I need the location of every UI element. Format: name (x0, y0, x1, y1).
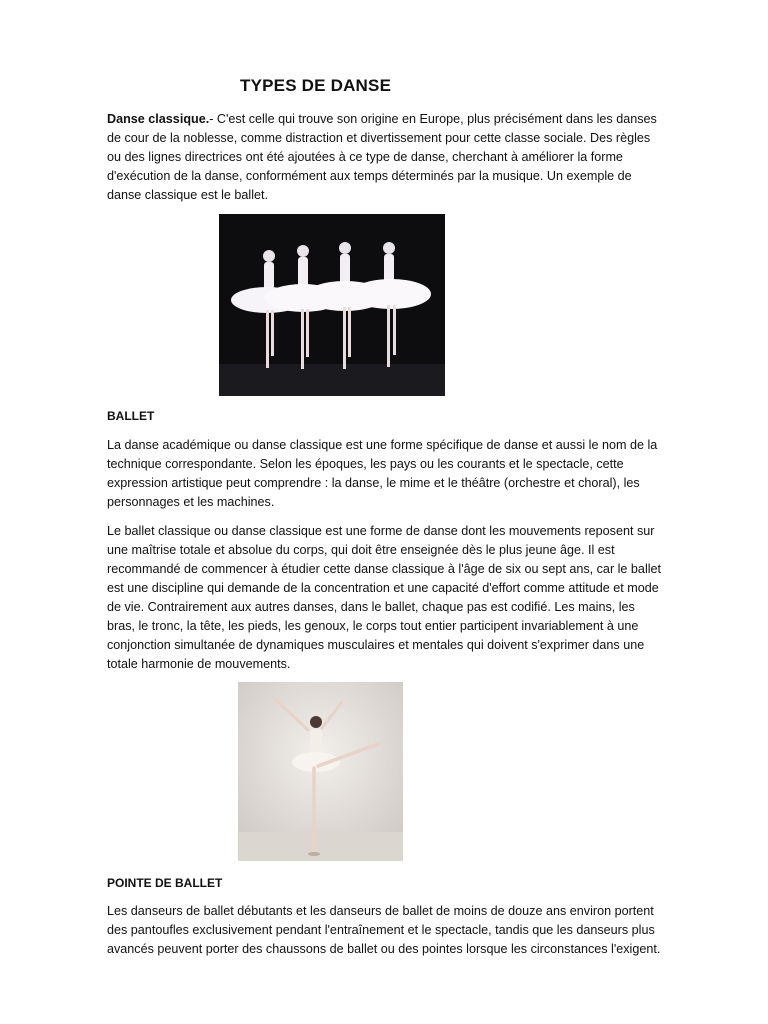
intro-lead-term: Danse classique. (107, 112, 210, 126)
heading-ballet: BALLET (107, 409, 155, 423)
ballerina-arabesque-photo (238, 682, 403, 861)
ballet-paragraph-2: Le ballet classique ou danse classique est une forme de danse dont les mouvements reposent sur une maîtrise totale et absolue du corps, qui doit être enseignée dès le plus jeune âge. Il est recommandé de commencer à étudier cette danse classique à l'âge de six ou sept ans, car le ballet est une discipline qui demande de la concentration et une capacité d'effort comme attitude et mode de vie. Contrairement aux autres danses, dans le ballet, chaque pas est codifié. Les mains, les bras, le tronc, la tête, les pieds, les genoux, le corps tout entier participent invariablement à une conjonction simultanée de dynamiques musculaires et mentales qui doivent s'exprimer dans une totale harmonie de mouvements. (107, 524, 662, 671)
pointe-paragraph-1: Les danseurs de ballet débutants et les danseurs de ballet de moins de douze ans environ portent des pantoufles exclusivement pendant l'entraînement et le spectacle, tandis que les danseurs plus avancés peuvent porter des chaussons de ballet ou des pointes lorsque les circonstances l'exigent. (107, 904, 661, 956)
intro-text: - C'est celle qui trouve son origine en Europe, plus précisément dans les danses de cour de la noblesse, comme distraction et divertissement pour cette classe sociale. Des règles ou des lignes directrices ont été ajoutées à ce type de danse, cherchant à améliorer la forme d'exécution de la danse, conformément aux temps déterminés par la musique. Un exemple de danse classique est le ballet. (107, 112, 657, 202)
four-ballerinas-photo (219, 214, 445, 396)
heading-pointe-de-ballet: POINTE DE BALLET (107, 876, 223, 890)
intro-paragraph (107, 110, 663, 205)
page-title: TYPES DE DANSE (240, 76, 392, 95)
ballet-paragraph-1: La danse académique ou danse classique est une forme spécifique de danse et aussi le nom de la technique correspondante. Selon les époques, les pays ou les courants et le spectacle, cette expression artistique peut comprendre : la danse, le mime et le théâtre (orchestre et choral), les personnages et les machines. (107, 438, 658, 509)
